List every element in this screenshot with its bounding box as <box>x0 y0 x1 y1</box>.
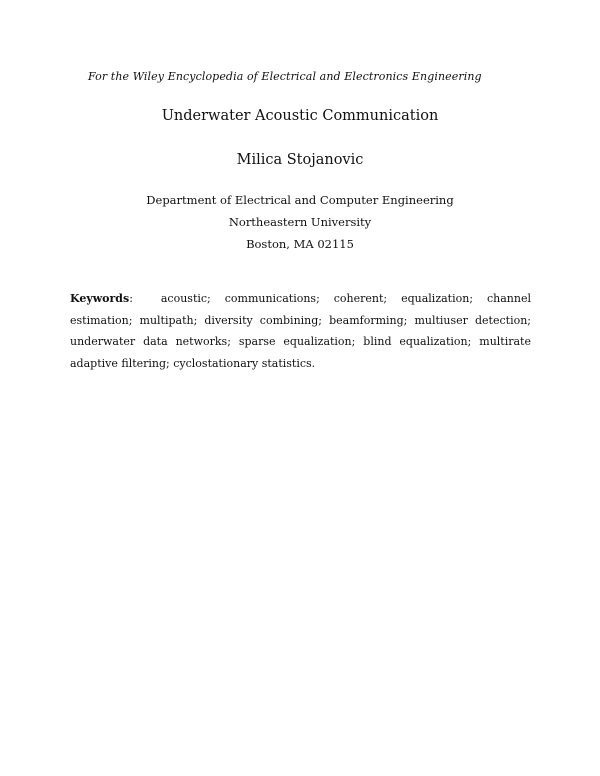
affiliation-department: Department of Electrical and Computer Engineering <box>146 193 454 207</box>
keywords-label: Keywords <box>70 292 130 305</box>
keywords-paragraph: Keywords: acoustic; communications; coherent; equalization; channel estimation; multipath; diversity combining; beamforming; multiuser detection; underwater data networks; sparse equalization; blind equalization; multirate adaptive filtering; cyclostationary statistics. <box>70 292 532 370</box>
keywords-text: acoustic; communications; coherent; equalization; channel estimation; multipath; diversity combining; beamforming; multiuser detection; underwater data networks; sparse equalization; blind equalization; multirate adaptive filtering; cyclostationary statistics. <box>70 292 532 370</box>
affiliation-university: Northeastern University <box>228 215 372 229</box>
author-name: Milica Stojanovic <box>236 152 364 168</box>
paper-title: Underwater Acoustic Communication <box>161 108 439 124</box>
encyclopedia-note: For the Wiley Encyclopedia of Electrical and Electronics Engineering <box>88 70 482 83</box>
affiliation-location: Boston, MA 02115 <box>246 237 354 251</box>
